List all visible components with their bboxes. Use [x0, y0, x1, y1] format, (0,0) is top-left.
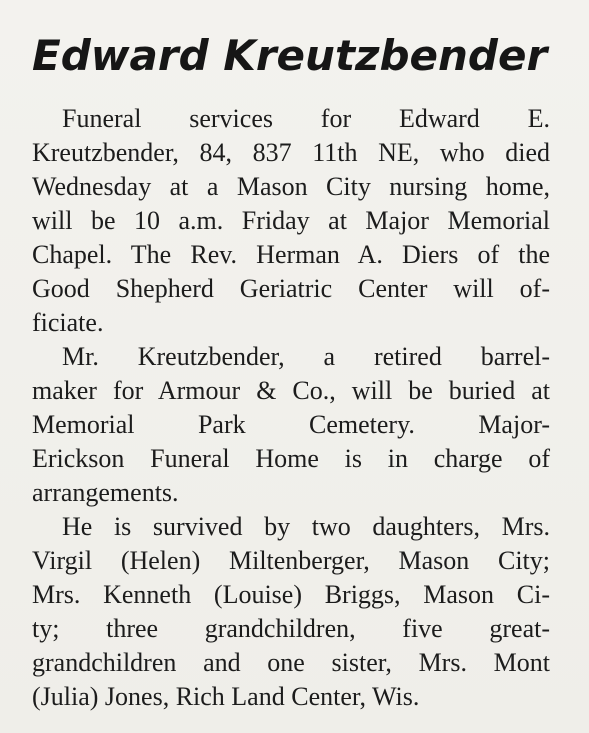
obituary-headline: Edward Kreutzbender — [32, 31, 548, 80]
text-line: arrangements. — [32, 478, 179, 507]
obituary-body — [32, 102, 550, 714]
obituary-paragraph — [32, 510, 550, 714]
text-line: maker for Armour & Co., will be buried at — [32, 376, 550, 405]
text-line: Mr. Kreutzbender, a retired barrel- — [62, 342, 550, 371]
text-line: Virgil (Helen) Miltenberger, Mason City; — [32, 546, 550, 575]
text-line: ty; three grandchildren, five great- — [32, 614, 550, 643]
text-line: Memorial Park Cemetery. Major- — [32, 410, 550, 439]
text-line: Mrs. Kenneth (Louise) Briggs, Mason Ci- — [32, 580, 550, 609]
text-line: Erickson Funeral Home is in charge of — [32, 444, 550, 473]
text-line: grandchildren and one sister, Mrs. Mont — [32, 648, 550, 677]
text-line: will be 10 a.m. Friday at Major Memorial — [32, 206, 550, 235]
text-line: (Julia) Jones, Rich Land Center, Wis. — [32, 682, 420, 711]
text-line: Kreutzbender, 84, 837 11th NE, who died — [32, 138, 550, 167]
obituary-paragraph — [32, 102, 550, 340]
text-line: ficiate. — [32, 308, 104, 337]
text-line: Chapel. The Rev. Herman A. Diers of the — [32, 240, 550, 269]
text-line: Wednesday at a Mason City nursing home, — [32, 172, 550, 201]
text-line: Good Shepherd Geriatric Center will of- — [32, 274, 550, 303]
text-line: Funeral services for Edward E. — [62, 104, 550, 133]
obituary-paragraph — [32, 340, 550, 510]
text-line: He is survived by two daughters, Mrs. — [62, 512, 550, 541]
